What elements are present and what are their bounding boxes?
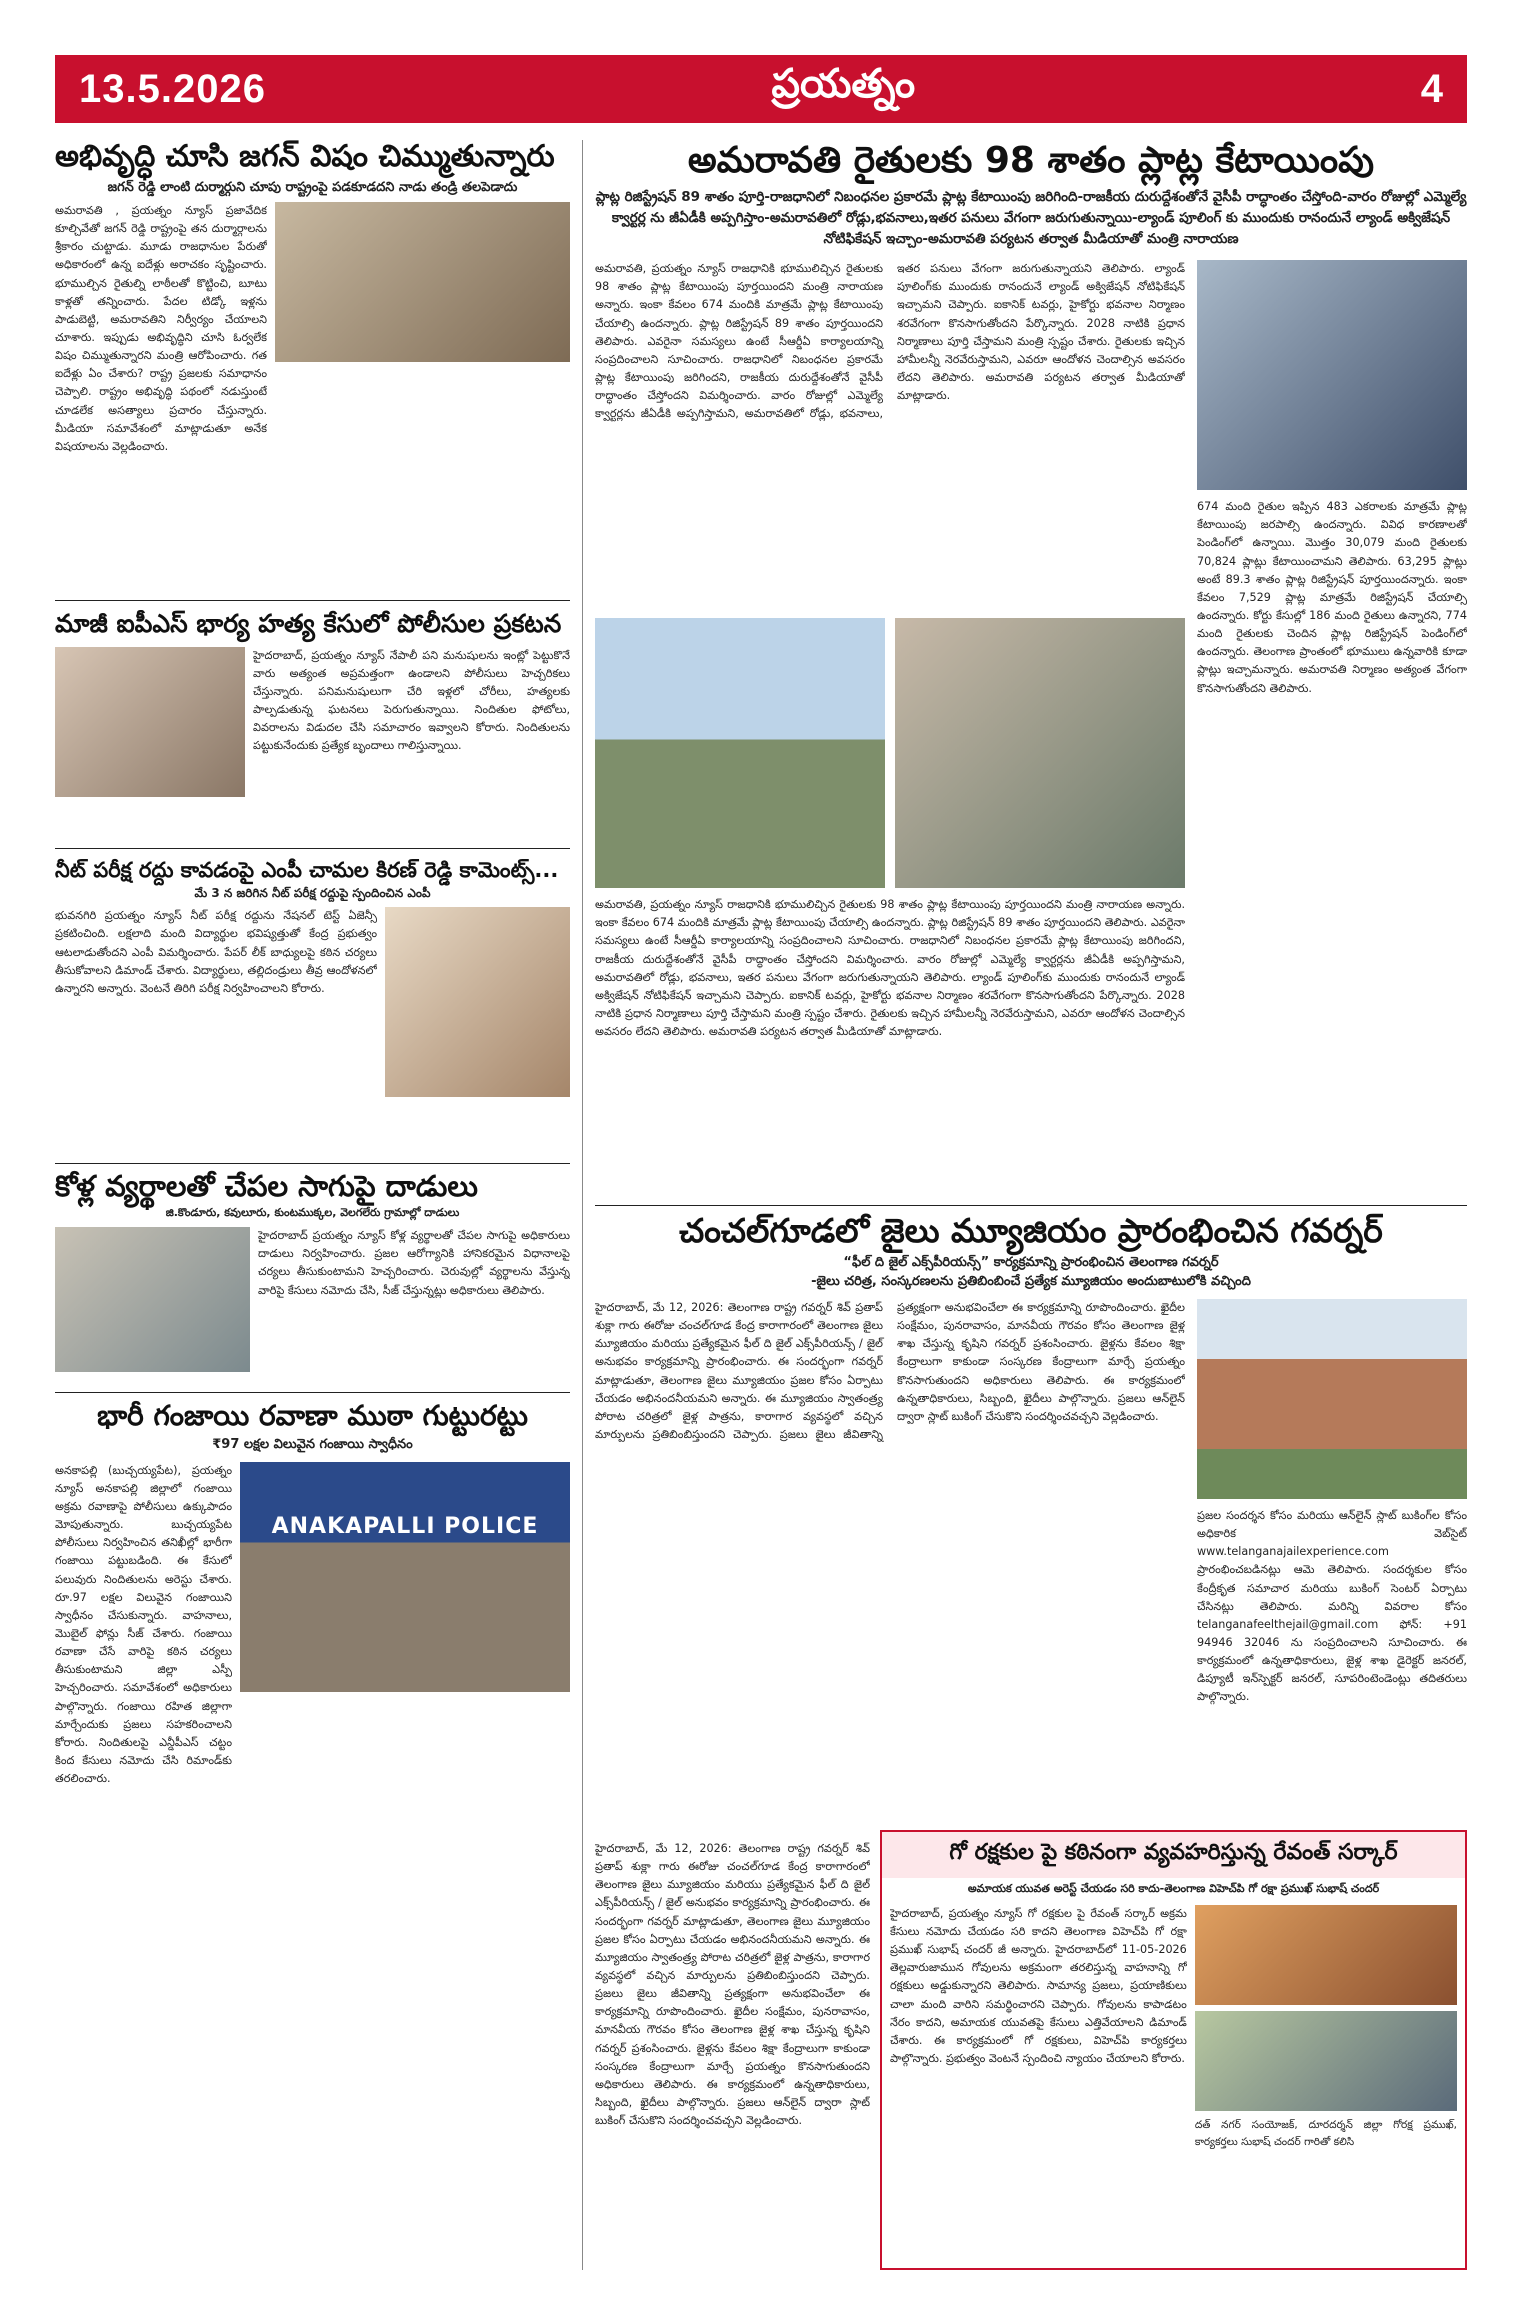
article-body-right: 674 మంది రైతుల ఇప్పిన 483 ఎకరాలకు మాత్రమే ప్లాట్ల కేటాయింపు జరపాల్సి ఉందన్నారు. వివిధ కారణాలతో పెండింగ్‌లో ఉన్నాయి. మొత్తం 30,079 మంది రైతులకు 70,824 ప్లాట్లు కేటాయించామని తెలిపారు. 63,295 ప్లాట్లు అంటే 89.3 శాతం ప్లాట్ల రిజిస్ట్రేషన్ పూర్తయిందన్నారు. ఇంకా కేవలం 7,529 ప్లాట్ల మాత్రమే రిజిస్ట్రేషన్ చేయాల్సి ఉందన్నారు. కోర్టు కేసుల్లో 186 మంది రైతులు ఉన్నారని, 774 మంది రైతులకు చెందిన ప్లాట్ల రిజిస్ట్రేషన్ పెండింగ్‌లో ఉందన్నారు. తెలంగాణ ప్రాంతంలో భూములు ఉన్నవారికి కూడా ప్లాట్లు ఇచ్చామన్నారు. అమరావతి నిర్మాణం అత్యంత వేగంగా కొనసాగుతోందని తెలిపారు. bbox=[1197, 500, 1467, 695]
subhead: జగన్ రెడ్డి లాంటి దుర్మార్గుని చూపు రాష్ట్రంపై పడకూడదని నాడు తండ్రి తలపెడాదు bbox=[107, 179, 518, 195]
subhead: జి.కొండూరు, కవులూరు, కుంటముక్కల, వెలగలేరు గ్రామాల్లో దాడులు bbox=[165, 1206, 460, 1220]
subhead: మే 3 న జరిగిన నీట్ పరీక్ష రద్దుపై స్పందించిన ఎంపీ bbox=[194, 886, 431, 901]
vhp-leader-photo bbox=[1195, 1905, 1457, 2005]
subhead-1: “ఫీల్ ది జైల్ ఎక్స్‌పీరియన్స్” కార్యక్రమాన్ని ప్రారంభించిన తెలంగాణ గవర్నర్ bbox=[843, 1254, 1219, 1270]
headline: కోళ్ల వ్యర్థాలతో చేపల సాగుపై దాడులు bbox=[55, 1170, 478, 1203]
article-body: అమరావతి , ప్రయత్నం న్యూస్ ప్రజావేదిక కూల్చివేతో జగన్ రెడ్డి రాష్ట్రంపై తన దుర్మార్గాలను శ్రీకారం చుట్టాడు. మూడు రాజధానుల పేరుతో అధికారంలో ఉన్న ఐదేళ్లు అరాచకం సృష్టించారు. భూముల్చిన రైతుల్ని లాఠీలతో కొట్టించి, బూటు కాళ్లతో తన్నించారు. పేదల టిడ్కో ఇళ్లను పాడుబెట్టి, అమరావతిని నిర్వీర్యం చేయాలని చూశారు. ఇప్పుడు అభివృద్ధిని చూసి ఓర్వలేక విషం చిమ్ముతున్నారని మంత్రి ఆరోపించారు. గత ఐదేళ్లు ఏం చేశారు? రాష్ట్ర ప్రజలకు సమాధానం చెప్పాలి. రాష్ట్రం అభివృద్ధి పథంలో నడుస్తుంటే చూడలేక అసత్యాలు ప్రచారం చేస్తున్నారు. మీడియా సమావేశంలో మాట్లాడుతూ అనేక విషయాలను వెల్లడించారు. bbox=[55, 204, 267, 453]
police-press-photo bbox=[240, 1462, 570, 1692]
article-body: హైదరాబాద్, ప్రయత్నం న్యూస్ నేపాలీ పని మనుషులను ఇంట్లో పెట్టుకొనే వారు అత్యంత అప్రమత్తంగా ఉండాలని పోలీసులు హెచ్చరికలు చేస్తున్నారు. పనిమనుషులుగా చేరి ఇళ్లలో చోరీలు, హత్యలకు పాల్పడుతున్న ఘటనలు పెరుగుతున్నాయి. నిందితుల ఫోటోలు, వివరాలను విడుదల చేసి సమాచారం ఇవ్వాలని కోరారు. నిందితులను పట్టుకునేందుకు ప్రత్యేక బృందాలు గాలిస్తున్నాయి. bbox=[253, 648, 570, 753]
article-body-continued: అమరావతి, ప్రయత్నం న్యూస్ రాజధానికి భూములిచ్చిన రైతులకు 98 శాతం ప్లాట్ల కేటాయింపు పూర్తయిందని మంత్రి నారాయణ అన్నారు. ఇంకా కేవలం 674 మందికి మాత్రమే ప్లాట్ల కేటాయింపు చేయాల్సి ఉందన్నారు. ప్లాట్ల రిజిస్ట్రేషన్ 89 శాతం పూర్తయిందని తెలిపారు. ఎవరైనా సమస్యలు ఉంటే సీఆర్డీఏ కార్యాలయాన్ని సంప్రదించాలని సూచించారు. రాజధానిలో నిబంధనల ప్రకారమే ప్లాట్ల కేటాయింపు జరిగిందని, రాజకీయ దురుద్దేశంతోనే వైసీపీ రాద్ధాంతం చేస్తోందని విమర్శించారు. వారం రోజుల్లో ఎమ్మెల్యే క్వార్టర్లను జీఏడీకి అప్పగిస్తామని, అమరావతిలో రోడ్లు, భవనాలు, ఇతర పనులు వేగంగా జరుగుతున్నాయని తెలిపారు. ల్యాండ్ పూలింగ్‌కు ముందుకు రానందునే ల్యాండ్ అక్విజేషన్ నోటిఫికేషన్ ఇచ్చామని చెప్పారు. ఐకానిక్ టవర్లు, హైకోర్టు భవనాల నిర్మాణం శరవేగంగా కొనసాగుతోందని పేర్కొన్నారు. 2028 నాటికి ప్రధాన నిర్మాణాలు పూర్తి చేస్తామని మంత్రి స్పష్టం చేశారు. రైతులకు ఇచ్చిన హామీలన్నీ నెరవేరుస్తామని, ఎవరూ ఆందోళన చెందాల్సిన అవసరం లేదని తెలిపారు. అమరావతి పర్యటన తర్వాత మీడియాతో మాట్లాడారు. bbox=[595, 898, 1185, 1039]
page-number: 4 bbox=[1420, 66, 1443, 111]
suspects-photo bbox=[55, 647, 245, 797]
headline: అభివృద్ధి చూసి జగన్ విషం చిమ్ముతున్నారు bbox=[55, 140, 555, 174]
issue-date: 13.5.2026 bbox=[79, 66, 266, 111]
subhead: అమాయక యువత అరెస్ట్ చేయడం సరి కాదు-తెలంగాణ విహెచ్‌పి గో రక్షా ప్రముఖ్ సుభాష్ చందర్ bbox=[967, 1882, 1380, 1895]
headline: నీట్ పరీక్ష రద్దు కావడంపై ఎంపీ చామల కిరణ్ రెడ్డి కామెంట్స్... bbox=[55, 858, 559, 882]
article-revanth bbox=[880, 1830, 1467, 2270]
article-amaravati bbox=[595, 140, 1467, 1200]
minister-media-photo bbox=[1197, 260, 1467, 490]
photo-caption: ANAKAPALLI POLICE bbox=[271, 1514, 539, 1540]
minister-press-meet-photo bbox=[275, 202, 570, 362]
article-body: భువనగిరి ప్రయత్నం న్యూస్ నీట్ పరీక్ష రద్దును నేషనల్ టెస్ట్ ఏజెన్సీ ప్రకటించింది. లక్షలాది మంది విద్యార్థుల భవిష్యత్తుతో కేంద్ర ప్రభుత్వం ఆటలాడుతోందని ఎంపీ విమర్శించారు. పేపర్ లీక్ బాధ్యులపై కఠిన చర్యలు తీసుకోవాలని డిమాండ్ చేశారు. విద్యార్థులు, తల్లిదండ్రులు తీవ్ర ఆందోళనలో ఉన్నారని అన్నారు. వెంటనే తిరిగి పరీక్ష నిర్వహించాలని కోరారు. bbox=[55, 909, 377, 995]
headline: భారీ గంజాయి రవాణా ముఠా గుట్టురట్టు bbox=[97, 1400, 528, 1432]
article-jagan bbox=[55, 140, 570, 590]
article-body: హైదరాబాద్, మే 12, 2026: తెలంగాణ రాష్ట్ర గవర్నర్ శివ్ ప్రతాప్ శుక్లా గారు ఈరోజు చంచల్‌గూడ కేంద్ర కారాగారంలో తెలంగాణ జైలు మ్యూజియం మరియు ప్రత్యేకమైన ఫీల్ ది జైల్ ఎక్స్‌పీరియన్స్ / జైల్ అనుభవం కార్యక్రమాన్ని ప్రారంభించారు. ఈ సందర్భంగా గవర్నర్ మాట్లాడుతూ, తెలంగాణ జైలు మ్యూజియం ప్రజల కోసం ఏర్పాటు చేయడం అభినందనీయమని అన్నారు. ఈ మ్యూజియం స్వాతంత్ర్య పోరాట చరిత్రలో జైళ్ల పాత్రను, కారాగార వ్యవస్థలో వచ్చిన మార్పులను ప్రతిబింబిస్తుందని చెప్పారు. ప్రజలు జైలు జీవితాన్ని ప్రత్యక్షంగా అనుభవించేలా ఈ కార్యక్రమాన్ని రూపొందించారు. ఖైదీల సంక్షేమం, పునరావాసం, మానవీయ గౌరవం కోసం తెలంగాణ జైళ్ల శాఖ చేస్తున్న కృషిని గవర్నర్ ప్రశంసించారు. జైళ్లను కేవలం శిక్షా కేంద్రాలుగా కాకుండా సంస్కరణ కేంద్రాలుగా మార్చే ప్రయత్నం కొనసాగుతుందని అధికారులు తెలిపారు. ఈ కార్యక్రమంలో ఉన్నతాధికారులు, సిబ్బంది, ఖైదీలు పాల్గొన్నారు. ప్రజలు ఆన్‌లైన్ ద్వారా స్లాట్ బుకింగ్ చేసుకొని సందర్శించవచ్చని వెల్లడించారు. bbox=[595, 1301, 1185, 1442]
activists-group-photo bbox=[1195, 2011, 1457, 2111]
article-body: హైదరాబాద్ ప్రయత్నం న్యూస్ కోళ్ల వ్యర్థాలతో చేపల సాగుపై అధికారులు దాడులు నిర్వహించారు. ప్రజల ఆరోగ్యానికి హానికరమైన విధానాలపై చర్యలు తీసుకుంటామని హెచ్చరించారు. చెరువుల్లో వ్యర్థాలను వేస్తున్న వారిపై కేసులు నమోదు చేసి, సీజ్ చేస్తున్నట్లు అధికారులు తెలిపారు. bbox=[258, 1229, 570, 1297]
headline: గో రక్షకుల పై కఠినంగా వ్యవహరిస్తున్న రేవంత్ సర్కార్ bbox=[882, 1832, 1465, 1878]
article-body-right: ప్రజల సందర్శన కోసం మరియు ఆన్‌లైన్ స్లాట్ బుకింగ్‌ల కోసం అధికారిక వెబ్‌సైట్ www.telanganajailexperience.com ప్రారంభించబడినట్లు ఆమె తెలిపారు. సందర్శకుల కోసం కేంద్రీకృత సమాచార మరియు బుకింగ్ సెంటర్ ఏర్పాటు చేసినట్లు తెలిపారు. మరిన్ని వివరాల కోసం telanganafeelthejail@gmail.com ఫోన్: +91 94946 32046 ను సంప్రదించాలని సూచించారు. ఈ కార్యక్రమంలో ఉన్నతాధికారులు, జైళ్ల శాఖ డైరెక్టర్ జనరల్, డిప్యూటీ ఇన్‌స్పెక్టర్ జనరల్, సూపరింటెండెంట్లు తదితరులు పాల్గొన్నారు. bbox=[1197, 1509, 1467, 1704]
article-kolla bbox=[55, 1170, 570, 1385]
subhead: ₹97 లక్షల విలువైన గంజాయి స్వాధీనం bbox=[212, 1437, 413, 1453]
article-body: హైదరాబాద్, ప్రయత్నం న్యూస్ గో రక్షకుల పై రేవంత్ సర్కార్ అక్రమ కేసులు నమోదు చేయడం సరి కాదని తెలంగాణ విహెచ్‌పి గో రక్షా ప్రముఖ్ సుభాష్ చందర్ జీ అన్నారు. హైదరాబాద్‌లో 11-05-2026 తెల్లవారుజామున గోవులను అక్రమంగా తరలిస్తున్న వాహనాన్ని గో రక్షకులు అడ్డుకున్నారని తెలిపారు. సామాన్య ప్రజలు, ప్రయాణికులు చాలా మంది వారిని సమర్థించారని చెప్పారు. గోవులను కాపాడటం నేరం కాదని, అమాయక యువతపై కేసులు ఎత్తివేయాలని డిమాండ్ చేశారు. ఈ కార్యక్రమంలో గో రక్షకులు, విహెచ్‌పి కార్యకర్తలు పాల్గొన్నారు. ప్రభుత్వం వెంటనే స్పందించి న్యాయం చేయాలని కోరారు. bbox=[890, 1906, 1187, 2065]
article-neet bbox=[55, 858, 570, 1158]
article-body: అనకాపల్లి (బుచ్చయ్యపేట), ప్రయత్నం న్యూస్ అనకాపల్లి జిల్లాలో గంజాయి అక్రమ రవాణాపై పోలీసులు ఉక్కుపాదం మోపుతున్నారు. బుచ్చయ్యపేట పోలీసులు నిర్వహించిన తనిఖీల్లో భారీగా గంజాయి పట్టుబడింది. ఈ కేసులో పలువురు నిందితులను అరెస్టు చేశారు. రూ.97 లక్షల విలువైన గంజాయిని స్వాధీనం చేసుకున్నారు. వాహనాలు, మొబైల్ ఫోన్లు సీజ్ చేశారు. గంజాయి రవాణా చేసే వారిపై కఠిన చర్యలు తీసుకుంటామని జిల్లా ఎస్పీ హెచ్చరించారు. సమావేశంలో అధికారులు పాల్గొన్నారు. గంజాయి రహిత జిల్లాగా మార్చేందుకు ప్రజలు సహకరించాలని కోరారు. నిందితులపై ఎన్డీపీఎస్ చట్టం కింద కేసులు నమోదు చేసి రిమాండ్‌కు తరలించారు. bbox=[55, 1463, 232, 1786]
capital-aerial-photo bbox=[595, 618, 885, 888]
jail-museum-building-photo bbox=[1197, 1299, 1467, 1499]
photo-caption: దత్ నగర్ సంయోజక్, దూరదర్శన్ జిల్లా గోరక్ష ప్రముఖ్, కార్యకర్తలు సుభాష్ చందర్ గారితో కలిసి bbox=[1194, 2118, 1457, 2148]
mp-portrait-photo bbox=[385, 907, 570, 1097]
article-body: అమరావతి, ప్రయత్నం న్యూస్ రాజధానికి భూములిచ్చిన రైతులకు 98 శాతం ప్లాట్ల కేటాయింపు పూర్తయిందని మంత్రి నారాయణ అన్నారు. ఇంకా కేవలం 674 మందికి మాత్రమే ప్లాట్ల కేటాయింపు చేయాల్సి ఉందన్నారు. ప్లాట్ల రిజిస్ట్రేషన్ 89 శాతం పూర్తయిందని తెలిపారు. ఎవరైనా సమస్యలు ఉంటే సీఆర్డీఏ కార్యాలయాన్ని సంప్రదించాలని సూచించారు. రాజధానిలో నిబంధనల ప్రకారమే ప్లాట్ల కేటాయింపు జరిగిందని, రాజకీయ దురుద్దేశంతోనే వైసీపీ రాద్ధాంతం చేస్తోందని విమర్శించారు. వారం రోజుల్లో ఎమ్మెల్యే క్వార్టర్లను జీఏడీకి అప్పగిస్తామని, అమరావతిలో రోడ్లు, భవనాలు, ఇతర పనులు వేగంగా జరుగుతున్నాయని తెలిపారు. ల్యాండ్ పూలింగ్‌కు ముందుకు రానందునే ల్యాండ్ అక్విజేషన్ నోటిఫికేషన్ ఇచ్చామని చెప్పారు. ఐకానిక్ టవర్లు, హైకోర్టు భవనాల నిర్మాణం శరవేగంగా కొనసాగుతోందని పేర్కొన్నారు. 2028 నాటికి ప్రధాన నిర్మాణాలు పూర్తి చేస్తామని మంత్రి స్పష్టం చేశారు. రైతులకు ఇచ్చిన హామీలన్నీ నెరవేరుస్తామని, ఎవరూ ఆందోళన చెందాల్సిన అవసరం లేదని తెలిపారు. అమరావతి పర్యటన తర్వాత మీడియాతో మాట్లాడారు. bbox=[595, 262, 1185, 421]
fish-handful-photo bbox=[55, 1227, 250, 1372]
site-visit-photo bbox=[895, 618, 1185, 888]
subhead-2: -జైలు చరిత్ర, సంస్కరణలను ప్రతిబింబించే ప్రత్యేక మ్యూజియం అందుబాటులోకి వచ్చింది bbox=[811, 1274, 1251, 1290]
masthead bbox=[55, 55, 1467, 123]
headline: చంచల్‌గూడలో జైలు మ్యూజియం ప్రారంభించిన గవర్నర్ bbox=[679, 1212, 1383, 1250]
article-chanchalguda bbox=[595, 1212, 1467, 1832]
subhead: ప్లాట్ల రిజిస్ట్రేషన్ 89 శాతం పూర్తి-రాజధానిలో నిబంధనల ప్రకారమే ప్లాట్ల కేటాయింపు జరిగింది-రాజకీయ దురుద్దేశంతోనే వైసీపీ రాద్ధాంతం చేస్తోంది-వారం రోజుల్లో ఎమ్మెల్యే క్వార్టర్ల ను జీఏడీకి అప్పగిస్తాం-అమరావతిలో రోడ్లు,భవనాలు,ఇతర పనులు వేగంగా జరుగుతున్నాయి-ల్యాండ్ పూలింగ్ కు ముందుకు రానందునే ల్యాండ్ అక్విజేషన్ నోటిఫికేషన్ ఇచ్చాం-అమరావతి పర్యటన తర్వాత మీడియాతో మంత్రి నారాయణ bbox=[595, 189, 1467, 248]
headline: మాజీ ఐపీఎస్ భార్య హత్య కేసులో పోలీసుల ప్రకటన bbox=[55, 610, 562, 638]
article-ganja bbox=[55, 1400, 570, 2270]
paper-name: ప్రయత్నం bbox=[771, 61, 916, 107]
article-nepali bbox=[55, 610, 570, 840]
chanchalguda-continued bbox=[595, 1840, 870, 2270]
headline: అమరావతి రైతులకు 98 శాతం ప్లాట్ల కేటాయింపు bbox=[687, 140, 1375, 181]
article-body-continued: హైదరాబాద్, మే 12, 2026: తెలంగాణ రాష్ట్ర గవర్నర్ శివ్ ప్రతాప్ శుక్లా గారు ఈరోజు చంచల్‌గూడ కేంద్ర కారాగారంలో తెలంగాణ జైలు మ్యూజియం మరియు ప్రత్యేకమైన ఫీల్ ది జైల్ ఎక్స్‌పీరియన్స్ / జైల్ అనుభవం కార్యక్రమాన్ని ప్రారంభించారు. ఈ సందర్భంగా గవర్నర్ మాట్లాడుతూ, తెలంగాణ జైలు మ్యూజియం ప్రజల కోసం ఏర్పాటు చేయడం అభినందనీయమని అన్నారు. ఈ మ్యూజియం స్వాతంత్ర్య పోరాట చరిత్రలో జైళ్ల పాత్రను, కారాగార వ్యవస్థలో వచ్చిన మార్పులను ప్రతిబింబిస్తుందని చెప్పారు. ప్రజలు జైలు జీవితాన్ని ప్రత్యక్షంగా అనుభవించేలా ఈ కార్యక్రమాన్ని రూపొందించారు. ఖైదీల సంక్షేమం, పునరావాసం, మానవీయ గౌరవం కోసం తెలంగాణ జైళ్ల శాఖ చేస్తున్న కృషిని గవర్నర్ ప్రశంసించారు. జైళ్లను కేవలం శిక్షా కేంద్రాలుగా కాకుండా సంస్కరణ కేంద్రాలుగా మార్చే ప్రయత్నం కొనసాగుతుందని అధికారులు తెలిపారు. ఈ కార్యక్రమంలో ఉన్నతాధికారులు, సిబ్బంది, ఖైదీలు పాల్గొన్నారు. ప్రజలు ఆన్‌లైన్ ద్వారా స్లాట్ బుకింగ్ చేసుకొని సందర్శించవచ్చని వెల్లడించారు. bbox=[595, 1842, 870, 2128]
